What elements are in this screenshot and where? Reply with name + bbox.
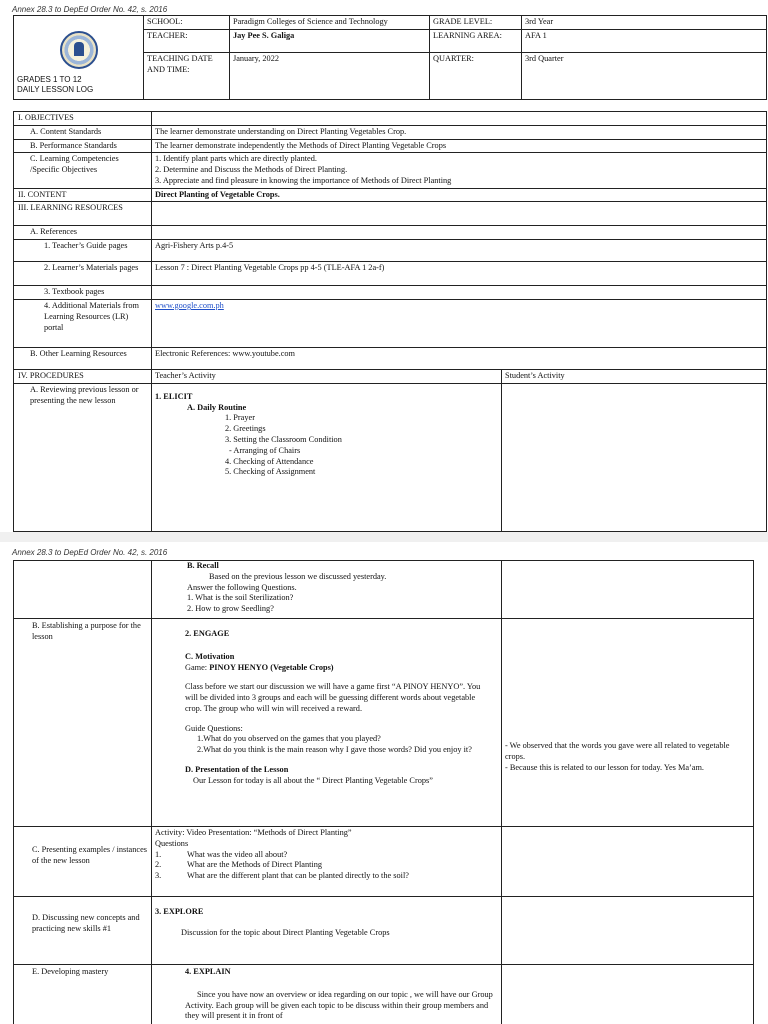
routine-item: 1. Prayer [225, 413, 255, 423]
references-label: A. References [14, 226, 152, 240]
log-title-2: DAILY LESSON LOG [17, 85, 94, 95]
student-answer: - We observed that the words you gave were all related to vegetable crops. [505, 741, 730, 761]
recall-text: Based on the previous lesson we discussed yesterday. [209, 571, 387, 581]
quarter-value: 3rd Quarter [522, 52, 767, 99]
page-2 [0, 542, 768, 1024]
activity-question: 2. What are the Methods of Direct Planting [155, 860, 323, 870]
routine-item: 5. Checking of Assignment [225, 467, 316, 477]
explore-text: Discussion for the topic about Direct Planting Vegetable Crops [181, 927, 390, 937]
competency-item: 1. Identify plant parts which are directly planted. [155, 154, 317, 164]
objectives-heading: I. OBJECTIVES [14, 112, 152, 126]
annex-note: Annex 28.3 to DepEd Order No. 42, s. 2016 [12, 548, 168, 557]
competency-item: 3. Appreciate and find pleasure in knowing the importance of Methods of Direct Planting [155, 175, 452, 185]
presentation-text: Our Lesson for today is all about the “ Direct Planting Vegetable Crops” [193, 775, 433, 785]
game-prefix: Game: [185, 662, 208, 672]
content-value: Direct Planting of Vegetable Crops. [152, 188, 767, 202]
header-table [13, 15, 767, 100]
grade-label: GRADE LEVEL: [430, 16, 522, 30]
content-label: II. CONTENT [14, 188, 152, 202]
student-answer: - Because this is related to our lesson for today. Yes Ma’am. [505, 762, 705, 772]
explain-cell [152, 965, 502, 1024]
explain-text: Since you have now an overview or idea regarding on our topic , we will have our Group Activity. Each group will be given each topic to be discuss within their group members and they will present it in front of [185, 989, 493, 1021]
lesson-table [13, 111, 767, 532]
routine-item: 3. Setting the Classroom Condition [225, 434, 342, 444]
discussing-concepts-label: D. Discussing new concepts and practicing new skills #1 [14, 897, 152, 965]
content-standards-value: The learner demonstrate understanding on Direct Planting Vegetables Crop. [152, 125, 767, 139]
guide-question: 2.What do you think is the main reason why I gave those words? Did you enjoy it? [197, 745, 472, 755]
performance-standards-label: B. Performance Standards [14, 139, 152, 153]
google-link[interactable]: www.google.com.ph [155, 301, 224, 311]
recall-question: 2. How to grow Seedling? [187, 604, 274, 614]
other-resources-label: B. Other Learning Resources [14, 348, 152, 370]
recall-cell [152, 561, 502, 619]
game-line [185, 663, 493, 674]
developing-mastery-label: E. Developing mastery [14, 965, 152, 1024]
grade-value: 3rd Year [522, 16, 767, 30]
elicit-heading: 1. ELICIT [155, 391, 193, 401]
teacher-activity-header: Teacher’s Activity [152, 370, 502, 384]
competency-item: 2. Determine and Discuss the Methods of Direct Planting. [155, 165, 348, 175]
teachers-guide-label: 1. Teacher’s Guide pages [14, 240, 152, 262]
resources-label: III. LEARNING RESOURCES [14, 202, 152, 226]
engage-cell [152, 619, 502, 827]
game-text: Class before we start our discussion we will have a game first “A PINOY HENYO”. You will be divided into 3 groups and each will be guessing different words about vegetable crop. The group who will win will received a reward. [185, 682, 481, 713]
game-title: PINOY HENYO (Vegetable Crops) [209, 662, 334, 672]
activity-title: Activity: Video Presentation: “Methods of Direct Planting” [155, 828, 352, 837]
procedures-label: IV. PROCEDURES [14, 370, 152, 384]
activity-question: 3. What are the different plant that can be planted directly to the soil? [155, 871, 409, 881]
performance-standards-value: The learner demonstrate independently the Methods of Direct Planting Vegetable Crops [152, 139, 767, 153]
daily-routine-heading: A. Daily Routine [187, 402, 247, 412]
recall-question: 1. What is the soil Sterilization? [187, 593, 294, 603]
content-standards-label: A. Content Standards [14, 125, 152, 139]
recall-question-intro: Answer the following Questions. [187, 582, 297, 592]
purpose-label: B. Establishing a purpose for the lesson [14, 619, 152, 827]
date-label: TEACHING DATE AND TIME: [144, 52, 230, 99]
explain-heading: 4. EXPLAIN [185, 967, 231, 976]
student-activity-header: Student’s Activity [502, 370, 767, 384]
textbook-pages-label: 3. Textbook pages [14, 286, 152, 300]
teachers-guide-value: Agri-Fishery Arts p.4-5 [152, 240, 767, 262]
presenting-examples-label: C. Presenting examples / instances of the new lesson [14, 827, 152, 897]
student-answers-cell [502, 619, 754, 827]
school-value: Paradigm Colleges of Science and Technology [230, 16, 430, 30]
other-resources-value: Electronic References: www.youtube.com [152, 348, 767, 370]
quarter-label: QUARTER: [430, 52, 522, 99]
annex-note: Annex 28.3 to DepEd Order No. 42, s. 2016 [12, 5, 168, 14]
routine-item: 4. Checking of Attendance [225, 456, 314, 466]
presentation-heading: D. Presentation of the Lesson [185, 765, 289, 775]
additional-materials-label: 4. Additional Materials from Learning Resources (LR) portal [14, 300, 152, 348]
log-title-cell [14, 16, 144, 100]
area-label: LEARNING AREA: [430, 29, 522, 52]
routine-item: - Arranging of Chairs [229, 445, 301, 455]
teacher-label: TEACHER: [144, 29, 230, 52]
competencies-label: C. Learning Competencies /Specific Objectives [14, 153, 152, 188]
teacher-value: Jay Pee S. Galiga [230, 29, 430, 52]
recall-heading: B. Recall [187, 561, 219, 570]
date-value: January, 2022 [230, 52, 430, 99]
motivation-heading: C. Motivation [185, 651, 235, 661]
elicit-cell [152, 383, 502, 531]
deped-seal-icon [60, 31, 98, 69]
competencies-list [152, 153, 767, 188]
engage-heading: 2. ENGAGE [185, 629, 230, 638]
procedures-table [13, 560, 754, 1024]
learners-materials-label: 2. Learner’s Materials pages [14, 262, 152, 286]
log-title-1: GRADES 1 TO 12 [17, 75, 82, 84]
explore-cell [152, 897, 502, 965]
school-label: SCHOOL: [144, 16, 230, 30]
learners-materials-value: Lesson 7 : Direct Planting Vegetable Crops pp 4-5 (TLE-AFA 1 2a-f) [152, 262, 767, 286]
area-value: AFA 1 [522, 29, 767, 52]
reviewing-lesson-label: A. Reviewing previous lesson or presenting the new lesson [14, 383, 152, 531]
guide-question: 1.What do you observed on the games that you played? [197, 734, 381, 744]
guide-questions-heading: Guide Questions: [185, 723, 243, 733]
questions-heading: Questions [155, 838, 189, 848]
explore-heading: 3. EXPLORE [155, 907, 204, 916]
activity-question: 1. What was the video all about? [155, 849, 288, 859]
routine-item: 2. Greetings [225, 424, 266, 434]
activity-cell [152, 827, 502, 897]
